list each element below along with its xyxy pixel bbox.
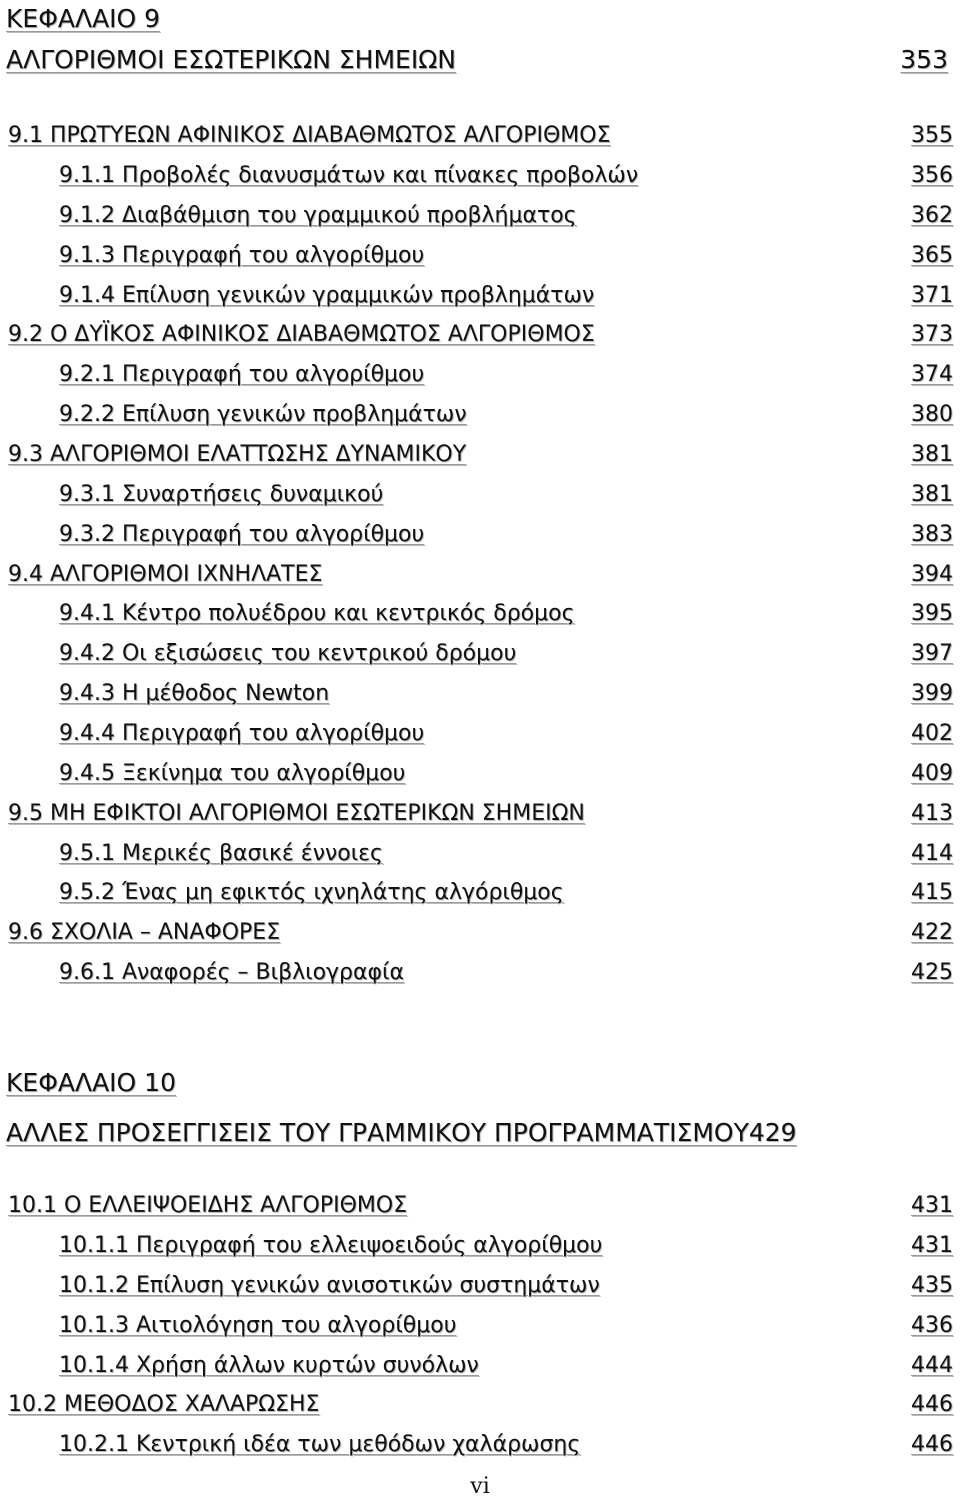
toc-entry-title[interactable]: 10.2 ΜΕΘΟΔΟΣ ΧΑΛΑΡΩΣΗΣ	[8, 1392, 320, 1417]
toc-entry[interactable]	[0, 442, 960, 474]
toc-entry-title[interactable]: 9.4.4 Περιγραφή του αλγορίθμου	[59, 721, 425, 746]
toc-entry-page[interactable]: 446	[911, 1392, 953, 1417]
toc-entry[interactable]	[0, 641, 960, 673]
toc-entry[interactable]	[0, 801, 960, 833]
toc-entry-page[interactable]: 413	[911, 801, 953, 826]
toc-entry[interactable]	[0, 1432, 960, 1464]
toc-entry[interactable]	[0, 1193, 960, 1225]
toc-entry-title[interactable]: 9.4.2 Οι εξισώσεις του κεντρικού δρόμου	[59, 641, 517, 666]
toc-entry[interactable]	[0, 163, 960, 195]
toc-entry-page[interactable]: 415	[911, 880, 953, 905]
toc-entry-title[interactable]: 10.1.4 Χρήση άλλων κυρτών συνόλων	[59, 1353, 479, 1378]
toc-entry-title[interactable]: 9.3 ΑΛΓΟΡΙΘΜΟΙ ΕΛΑΤΤΩΣΗΣ ΔΥΝΑΜΙΚΟΥ	[8, 442, 467, 467]
chapter-9-page[interactable]: 353	[900, 45, 948, 74]
toc-entry-page[interactable]: 436	[911, 1313, 953, 1338]
toc-entry-page[interactable]: 444	[911, 1353, 953, 1378]
toc-entry-page[interactable]: 362	[911, 203, 953, 228]
toc-entry-page[interactable]: 371	[911, 283, 953, 308]
toc-entry-title[interactable]: 9.4.5 Ξεκίνημα του αλγορίθμου	[59, 761, 406, 786]
toc-entry-page[interactable]: 409	[911, 761, 953, 786]
toc-entry-title[interactable]: 9.4.1 Κέντρο πολυέδρου και κεντρικός δρόμος	[59, 601, 575, 626]
toc-entry[interactable]	[0, 1313, 960, 1345]
toc-entry-page[interactable]: 374	[911, 362, 953, 387]
toc-entry[interactable]	[0, 880, 960, 912]
chapter-10-title[interactable]: ΑΛΛΕΣ ΠΡΟΣΕΓΓΙΣΕΙΣ ΤΟΥ ΓΡΑΜΜΙΚΟΥ ΠΡΟΓΡΑΜΜΑΤΙΣΜΟΥ429	[6, 1118, 797, 1147]
toc-entry-title[interactable]: 9.4 ΑΛΓΟΡΙΘΜΟΙ ΙΧΝΗΛΑΤΕΣ	[8, 562, 323, 587]
toc-entry[interactable]	[0, 681, 960, 713]
toc-entry-title[interactable]: 9.1.4 Επίλυση γενικών γραμμικών προβλημάτων	[59, 283, 595, 308]
toc-entry-page[interactable]: 394	[911, 562, 953, 587]
toc-entry-page[interactable]: 422	[911, 920, 953, 945]
toc-entry[interactable]	[0, 562, 960, 594]
toc-entry[interactable]	[0, 482, 960, 514]
toc-entry[interactable]	[0, 322, 960, 354]
page-number: vi	[470, 1474, 490, 1499]
toc-entry[interactable]	[0, 841, 960, 873]
toc-entry-page[interactable]: 399	[911, 681, 953, 706]
toc-entry[interactable]	[0, 1353, 960, 1385]
toc-entry-title[interactable]: 9.2 Ο ΔΥΪΚΟΣ ΑΦΙΝΙΚΟΣ ΔΙΑΒΑΘΜΩΤΟΣ ΑΛΓΟΡΙΘΜΟΣ	[8, 322, 595, 347]
toc-entry-page[interactable]: 355	[911, 123, 953, 148]
toc-entry-page[interactable]: 381	[911, 482, 953, 507]
toc-entry[interactable]	[0, 960, 960, 992]
toc-entry[interactable]	[0, 1273, 960, 1305]
toc-entry[interactable]	[0, 1392, 960, 1424]
toc-entry-title[interactable]: 9.1.1 Προβολές διανυσμάτων και πίνακες προβολών	[59, 163, 639, 188]
toc-entry[interactable]	[0, 761, 960, 793]
toc-entry[interactable]	[0, 362, 960, 394]
toc-entry[interactable]	[0, 522, 960, 554]
toc-entry-title[interactable]: 9.3.1 Συναρτήσεις δυναμικού	[59, 482, 384, 507]
chapter-9-title[interactable]: ΑΛΓΟΡΙΘΜΟΙ ΕΣΩΤΕΡΙΚΩΝ ΣΗΜΕΙΩΝ	[6, 45, 456, 74]
toc-entry-page[interactable]: 373	[911, 322, 953, 347]
toc-entry-title[interactable]: 9.4.3 Η μέθοδος Newton	[59, 681, 330, 706]
toc-entry-page[interactable]: 397	[911, 641, 953, 666]
toc-entry-page[interactable]: 446	[911, 1432, 953, 1457]
toc-entry-title[interactable]: 10.1 Ο ΕΛΛΕΙΨΟΕΙΔΗΣ ΑΛΓΟΡΙΘΜΟΣ	[8, 1193, 408, 1218]
toc-entry-title[interactable]: 9.5.2 Ένας μη εφικτός ιχνηλάτης αλγόριθμος	[59, 880, 564, 905]
toc-entry-title[interactable]: 9.2.2 Επίλυση γενικών προβλημάτων	[59, 402, 467, 427]
toc-entry-page[interactable]: 425	[911, 960, 953, 985]
toc-entry-page[interactable]: 380	[911, 402, 953, 427]
toc-entry-title[interactable]: 9.6 ΣΧΟΛΙΑ – ΑΝΑΦΟΡΕΣ	[8, 920, 281, 945]
toc-entry-page[interactable]: 435	[911, 1273, 953, 1298]
toc-entry[interactable]	[0, 283, 960, 315]
toc-entry[interactable]	[0, 920, 960, 952]
toc-entry[interactable]	[0, 123, 960, 155]
toc-entry-title[interactable]: 9.5 ΜΗ ΕΦΙΚΤΟΙ ΑΛΓΟΡΙΘΜΟΙ ΕΣΩΤΕΡΙΚΩΝ ΣΗΜΕΙΩΝ	[8, 801, 585, 826]
toc-entry[interactable]	[0, 721, 960, 753]
toc-entry-title[interactable]: 9.6.1 Αναφορές – Βιβλιογραφία	[59, 960, 404, 985]
toc-entry-page[interactable]: 356	[911, 163, 953, 188]
toc-entry-title[interactable]: 10.2.1 Κεντρική ιδέα των μεθόδων χαλάρωσης	[59, 1432, 581, 1457]
toc-entry-title[interactable]: 10.1.1 Περιγραφή του ελλειψοειδούς αλγορίθμου	[59, 1233, 603, 1258]
toc-entry[interactable]	[0, 402, 960, 434]
toc-entry-page[interactable]: 365	[911, 243, 953, 268]
toc-entry[interactable]	[0, 1233, 960, 1265]
toc-entry[interactable]	[0, 243, 960, 275]
toc-entry-title[interactable]: 9.1 ΠΡΩΤΥΕΩΝ ΑΦΙΝΙΚΟΣ ΔΙΑΒΑΘΜΩΤΟΣ ΑΛΓΟΡΙΘΜΟΣ	[8, 123, 611, 148]
toc-entry[interactable]	[0, 203, 960, 235]
chapter-9-label[interactable]: ΚΕΦΑΛΑΙΟ 9	[6, 4, 161, 33]
toc-entry-page[interactable]: 431	[911, 1193, 953, 1218]
toc-entry-page[interactable]: 431	[911, 1233, 953, 1258]
toc-entry-title[interactable]: 9.2.1 Περιγραφή του αλγορίθμου	[59, 362, 425, 387]
toc-entry-title[interactable]: 10.1.2 Επίλυση γενικών ανισοτικών συστημάτων	[59, 1273, 600, 1298]
toc-entry-page[interactable]: 395	[911, 601, 953, 626]
toc-entry-title[interactable]: 9.5.1 Μερικές βασικέ έννοιες	[59, 841, 383, 866]
toc-entry[interactable]	[0, 601, 960, 633]
toc-entry-title[interactable]: 10.1.3 Αιτιολόγηση του αλγορίθμου	[59, 1313, 457, 1338]
toc-entry-title[interactable]: 9.1.3 Περιγραφή του αλγορίθμου	[59, 243, 425, 268]
toc-entry-page[interactable]: 402	[911, 721, 953, 746]
toc-entry-title[interactable]: 9.1.2 Διαβάθμιση του γραμμικού προβλήματος	[59, 203, 577, 228]
toc-entry-page[interactable]: 381	[911, 442, 953, 467]
toc-entry-title[interactable]: 9.3.2 Περιγραφή του αλγορίθμου	[59, 522, 425, 547]
toc-entry-page[interactable]: 383	[911, 522, 953, 547]
chapter-10-label[interactable]: ΚΕΦΑΛΑΙΟ 10	[6, 1068, 176, 1097]
toc-entry-page[interactable]: 414	[911, 841, 953, 866]
